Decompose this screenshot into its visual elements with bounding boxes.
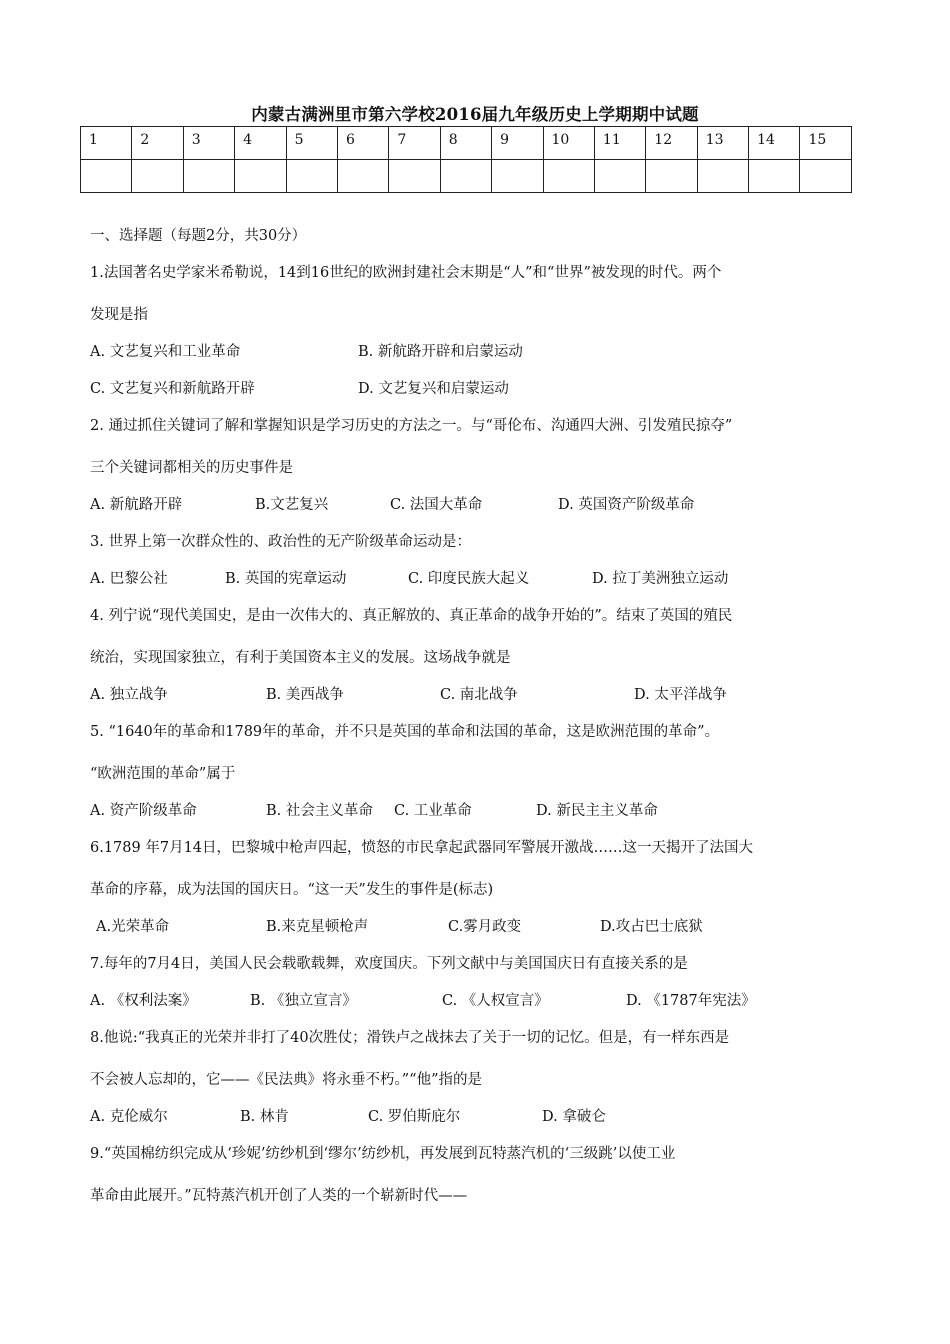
option: C. 印度民族大起义 xyxy=(408,571,530,587)
option-row xyxy=(90,377,865,401)
answer-table-blank-row xyxy=(81,160,852,193)
option-row xyxy=(90,493,865,517)
option: D. 《1787年宪法》 xyxy=(626,993,756,1009)
answer-blank-cell[interactable] xyxy=(389,160,440,193)
answer-table-number-row xyxy=(81,127,852,160)
option: C.雾月政变 xyxy=(448,919,522,935)
answer-number-cell: 1 xyxy=(81,127,132,160)
answer-blank-cell[interactable] xyxy=(440,160,491,193)
option: C. 南北战争 xyxy=(440,687,518,703)
answer-blank-cell[interactable] xyxy=(543,160,594,193)
option: B. 新航路开辟和启蒙运动 xyxy=(358,344,523,360)
answer-blank-cell[interactable] xyxy=(594,160,645,193)
section-heading: 一、选择题（每题2分，共30分） xyxy=(90,228,307,244)
option: A.光荣革命 xyxy=(96,919,170,935)
option: D. 英国资产阶级革命 xyxy=(558,497,695,513)
answer-number-cell: 14 xyxy=(749,127,800,160)
answer-table xyxy=(80,126,852,193)
answer-blank-cell[interactable] xyxy=(646,160,697,193)
answer-blank-cell[interactable] xyxy=(132,160,183,193)
option: B. 《独立宣言》 xyxy=(250,993,357,1009)
option-row xyxy=(90,799,865,823)
option: A. 独立战争 xyxy=(90,687,168,703)
question-stem: 2. 通过抓住关键词了解和掌握知识是学习历史的方法之一。与“哥伦布、沟通四大洲、引发殖民掠夺” xyxy=(90,418,733,434)
question-stem: 4. 列宁说“现代美国史，是由一次伟大的、真正解放的、真正革命的战争开始的”。结束了英国的殖民 xyxy=(90,608,733,624)
answer-blank-cell[interactable] xyxy=(286,160,337,193)
option: B. 林肯 xyxy=(240,1109,289,1125)
question-stem: 统治，实现国家独立，有利于美国资本主义的发展。这场战争就是 xyxy=(90,650,511,666)
option-row xyxy=(90,1105,865,1129)
option: C. 罗伯斯庇尔 xyxy=(368,1109,461,1125)
question-stem: 9.“英国棉纺织完成从‘珍妮’纺纱机到‘缪尔’纺纱机，再发展到瓦特蒸汽机的‘三级跳’以使工业 xyxy=(90,1146,676,1162)
option: B.来克星顿枪声 xyxy=(266,919,369,935)
option-row xyxy=(90,989,865,1013)
option: D.攻占巴士底狱 xyxy=(600,919,703,935)
answer-number-cell: 15 xyxy=(800,127,852,160)
question-list xyxy=(90,224,865,1208)
answer-blank-cell[interactable] xyxy=(183,160,234,193)
answer-number-cell: 10 xyxy=(543,127,594,160)
option: C. 法国大革命 xyxy=(390,497,483,513)
question-stem: “欧洲范围的革命”属于 xyxy=(90,766,236,782)
option: D. 太平洋战争 xyxy=(634,687,727,703)
question-stem: 7.每年的7月4日，美国人民会载歌载舞，欢度国庆。下列文献中与美国国庆日有直接关系的是 xyxy=(90,956,688,972)
answer-number-cell: 8 xyxy=(440,127,491,160)
answer-number-cell: 3 xyxy=(183,127,234,160)
option: B. 美西战争 xyxy=(266,687,344,703)
answer-blank-cell[interactable] xyxy=(81,160,132,193)
option: A. 巴黎公社 xyxy=(90,571,168,587)
option: C. 文艺复兴和新航路开辟 xyxy=(90,381,255,397)
question-stem: 三个关键词都相关的历史事件是 xyxy=(90,460,293,476)
option: A. 新航路开辟 xyxy=(90,497,183,513)
option: D. 拉丁美洲独立运动 xyxy=(592,571,729,587)
question-stem: 5. “1640年的革命和1789年的革命，并不只是英国的革命和法国的革命，这是欧洲范围的革命”。 xyxy=(90,724,720,740)
answer-blank-cell[interactable] xyxy=(697,160,748,193)
answer-blank-cell[interactable] xyxy=(235,160,286,193)
option: A. 《权利法案》 xyxy=(90,993,197,1009)
option-row xyxy=(90,567,865,591)
question-stem: 革命由此展开。”瓦特蒸汽机开创了人类的一个崭新时代—— xyxy=(90,1188,468,1204)
question-stem: 革命的序幕，成为法国的国庆日。“这一天”发生的事件是(标志) xyxy=(90,882,494,898)
answer-number-cell: 6 xyxy=(337,127,388,160)
option: B. 英国的宪章运动 xyxy=(225,571,347,587)
answer-number-cell: 13 xyxy=(697,127,748,160)
answer-number-cell: 7 xyxy=(389,127,440,160)
option: A. 克伦威尔 xyxy=(90,1109,168,1125)
option-row xyxy=(90,340,865,364)
answer-blank-cell[interactable] xyxy=(337,160,388,193)
option: B. 社会主义革命 xyxy=(266,803,373,819)
question-stem: 3. 世界上第一次群众性的、政治性的无产阶级革命运动是： xyxy=(90,534,471,550)
page-title: 内蒙古满洲里市第六学校2016届九年级历史上学期期中试题 xyxy=(251,105,699,124)
question-stem: 6.1789 年7月14日，巴黎城中枪声四起，愤怒的市民拿起武器同军警展开激战……这一天揭开了法国大 xyxy=(90,840,754,856)
answer-blank-cell[interactable] xyxy=(492,160,543,193)
option: C. 工业革命 xyxy=(394,803,472,819)
answer-number-cell: 4 xyxy=(235,127,286,160)
answer-number-cell: 2 xyxy=(132,127,183,160)
question-stem: 8.他说:“我真正的光荣并非打了40次胜仗；滑铁卢之战抹去了关于一切的记忆。但是，有一样东西是 xyxy=(90,1030,730,1046)
answer-blank-cell[interactable] xyxy=(749,160,800,193)
option: D. 新民主主义革命 xyxy=(536,803,658,819)
option: B.文艺复兴 xyxy=(255,497,329,513)
option: D. 拿破仑 xyxy=(542,1109,606,1125)
answer-number-cell: 9 xyxy=(492,127,543,160)
option: A. 资产阶级革命 xyxy=(90,803,197,819)
answer-number-cell: 12 xyxy=(646,127,697,160)
option: D. 文艺复兴和启蒙运动 xyxy=(358,381,509,397)
question-stem: 发现是指 xyxy=(90,307,148,323)
question-stem: 不会被人忘却的，它——《民法典》将永垂不朽。”“他”指的是 xyxy=(90,1072,482,1088)
answer-blank-cell[interactable] xyxy=(800,160,852,193)
question-stem: 1.法国著名史学家米希勒说，14到16世纪的欧洲封建社会末期是“人”和“世界”被发现的时代。两个 xyxy=(90,265,722,281)
answer-number-cell: 11 xyxy=(594,127,645,160)
option: A. 文艺复兴和工业革命 xyxy=(90,344,241,360)
option-row xyxy=(90,683,865,707)
option: C. 《人权宣言》 xyxy=(442,993,549,1009)
answer-number-cell: 5 xyxy=(286,127,337,160)
option-row xyxy=(90,915,865,939)
